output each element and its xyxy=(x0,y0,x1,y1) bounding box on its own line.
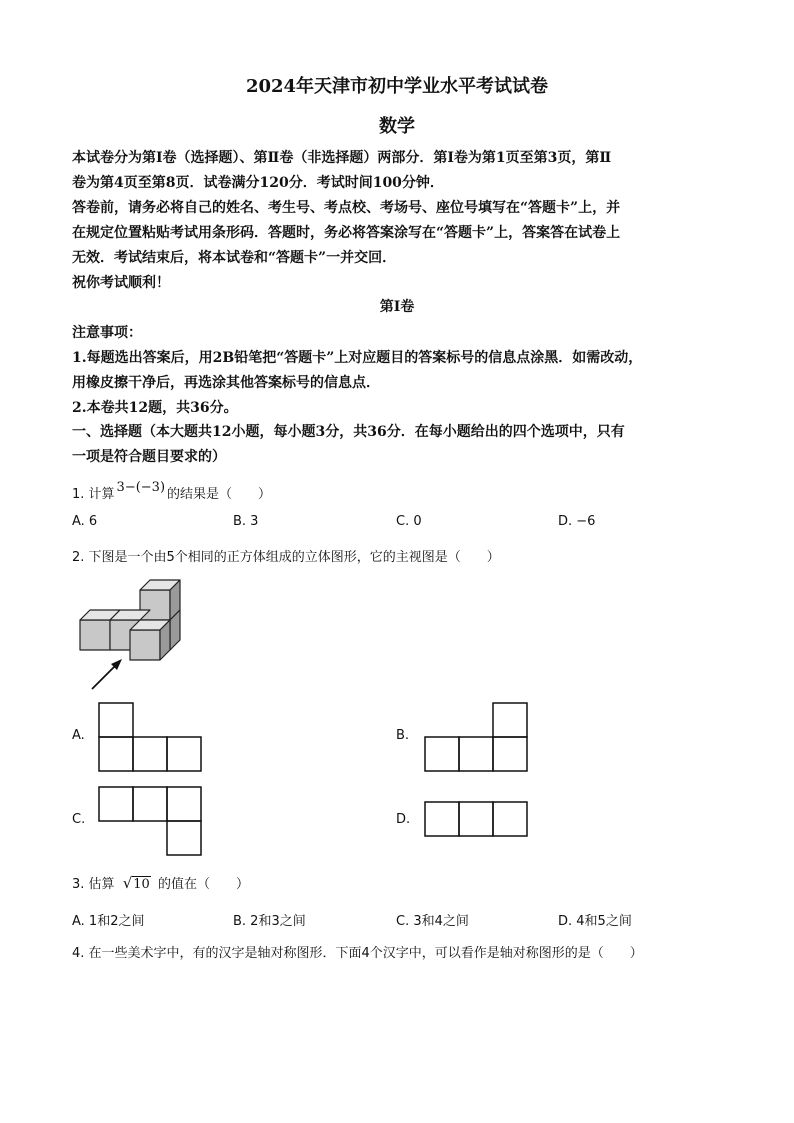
option-d-figure xyxy=(425,802,527,836)
q2-option-d-label[interactable]: D. xyxy=(396,812,411,827)
intro-line-4: 在规定位置粘贴考试用条形码．答题时，务必将答案涂写在“答题卡”上，答案答在试卷上 xyxy=(72,225,621,241)
intro-line-5: 无效．考试结束后，将本试卷和“答题卡”一并交回． xyxy=(72,250,397,266)
sqrt-sign-icon: √ xyxy=(122,874,133,892)
q3-option-d[interactable]: D. 4和5之间 xyxy=(558,914,632,929)
option-c-figure xyxy=(99,787,201,855)
q3-prefix: 3. 估算 xyxy=(72,877,115,892)
part-title-line-2: 一项是符合题目要求的） xyxy=(72,449,226,465)
q2-option-a-label[interactable]: A. xyxy=(72,728,85,743)
q3-sqrt xyxy=(123,874,151,892)
question-3 xyxy=(72,873,249,892)
q1-prefix: 1. 计算 xyxy=(72,487,115,502)
option-b-figure xyxy=(425,703,527,771)
q3-suffix: 的值在（ ） xyxy=(157,877,249,892)
notice-line-1: 1.每题选出答案后，用2B铅笔把“答题卡”上对应题目的答案标号的信息点涂黑．如需改动， xyxy=(72,350,643,366)
notice-line-2: 用橡皮擦干净后，再选涂其他答案标号的信息点． xyxy=(72,375,380,391)
q2-option-c-label[interactable]: C. xyxy=(72,812,86,827)
notice-title: 注意事项： xyxy=(72,325,142,341)
notice-line-3: 2.本卷共12题，共36分。 xyxy=(72,400,238,416)
q1-option-a[interactable]: A. 6 xyxy=(72,514,98,529)
q1-option-c[interactable]: C. 0 xyxy=(396,514,422,529)
intro-line-3: 答卷前，请务必将自己的姓名、考生号、考点校、考场号、座位号填写在“答题卡”上，并 xyxy=(72,200,621,216)
q1-expression: 3−(−3) xyxy=(116,480,166,495)
option-a-figure xyxy=(99,703,201,771)
intro-line-1: 本试卷分为第Ⅰ卷（选择题）、第Ⅱ卷（非选择题）两部分．第Ⅰ卷为第1页至第3页，第Ⅱ xyxy=(72,150,612,166)
q1-suffix: 的结果是（ ） xyxy=(167,487,272,502)
intro-line-2: 卷为第4页至第8页．试卷满分120分．考试时间100分钟． xyxy=(72,175,444,191)
subject-title: 数学 xyxy=(379,116,415,137)
q3-option-a[interactable]: A. 1和2之间 xyxy=(72,914,145,929)
q3-radicand: 10 xyxy=(133,877,150,892)
q3-option-c[interactable]: C. 3和4之间 xyxy=(396,914,469,929)
intro-line-6: 祝你考试顺利！ xyxy=(72,275,170,291)
part-title-line-1: 一、选择题（本大题共12小题，每小题3分，共36分．在每小题给出的四个选项中，只有 xyxy=(72,424,625,440)
question-2: 2. 下图是一个由5个相同的正方体组成的立体图形，它的主视图是（ ） xyxy=(72,550,500,565)
q3-option-b[interactable]: B. 2和3之间 xyxy=(233,914,306,929)
q1-option-b[interactable]: B. 3 xyxy=(233,514,259,529)
q2-option-b-label[interactable]: B. xyxy=(396,728,410,743)
section-heading: 第Ⅰ卷 xyxy=(379,299,415,315)
q1-option-d[interactable]: D. −6 xyxy=(558,514,596,529)
exam-title: 2024年天津市初中学业水平考试试卷 xyxy=(245,76,549,97)
question-4: 4. 在一些美术字中，有的汉字是轴对称图形．下面4个汉字中，可以看作是轴对称图形的是（ ） xyxy=(72,946,643,961)
